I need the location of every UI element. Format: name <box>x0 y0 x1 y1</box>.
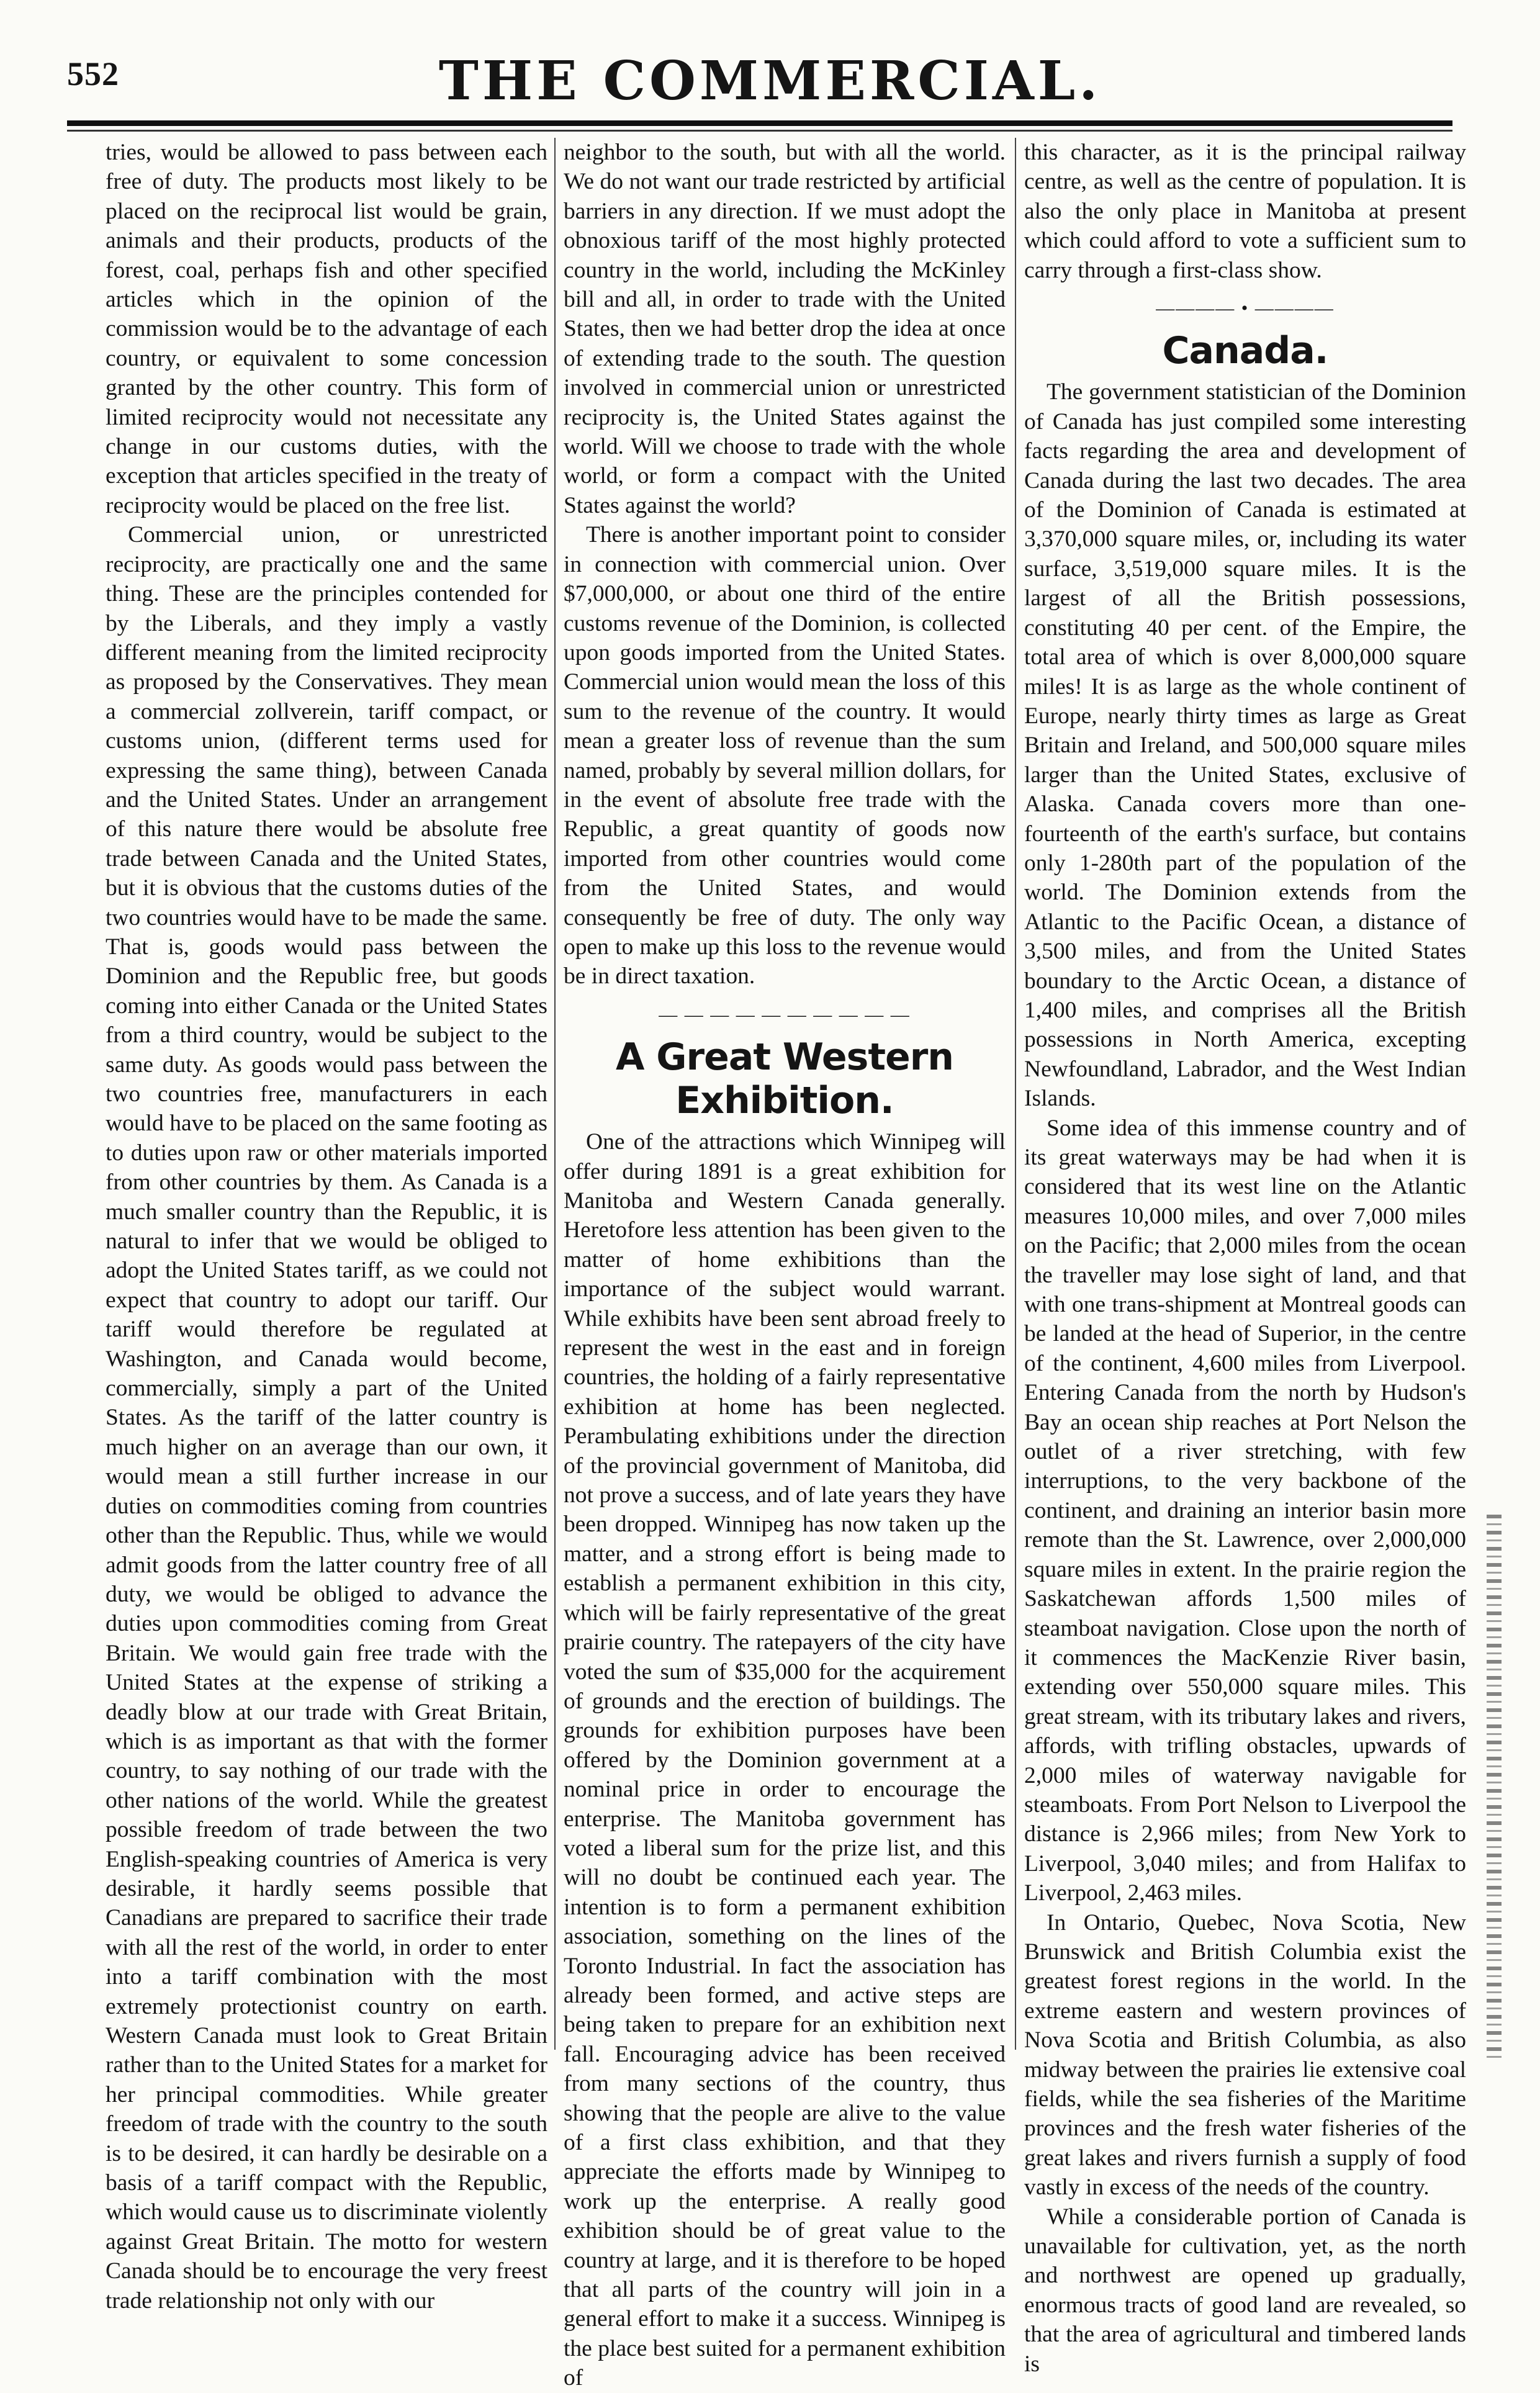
paragraph: There is another important point to consider in connection with commercial union. Over $7,000,000, or about one third of the entire customs revenue of the Dominion, is collected upon goods imported from the United States. Commercial union would mean the loss of this sum to the revenue of the country. It would mean a greater loss of revenue than the sum named, probably by several million dollars, for in the event of absolute free trade with the Republic, a great quantity of goods now imported from other countries would come from the United States, and would consequently be free of duty. The only way open to make up this loss to the revenue would be in direct taxation. <box>564 522 1006 989</box>
paragraph: tries, would be allowed to pass between each free of duty. The products most likely to be placed on the reciprocal list would be grain, animals and their products, products of the forest, coal, perhaps fish and other specified articles which in the opinion of the commission would be to the advantage of each country, or equivalent to some concession granted by the other country. This form of limited reciprocity would not necessitate any change in our customs duties, with the exception that articles specified in the treaty of reciprocity would be placed on the free list. <box>106 140 547 518</box>
paragraph: Some idea of this immense country and of its great waterways may be had when it is considered that its west line on the Atlantic measures 10,000 miles, and over 7,000 miles on the Pacific; that 2,000 miles from the ocean the traveller may lose sight of land, and that with one trans-shipment at Montreal goods can be landed at the head of Superior, in the centre of the continent, 4,600 miles from Liverpool. Entering Canada from the north by Hudson's Bay an ocean ship reaches at Port Nelson the outlet of a river stretching, with few interruptions, to the very backbone of the continent, and draining an interior basin more remote than the St. Lawrence, over 2,000,000 square miles in extent. In the prairie region the Saskatchewan affords 1,500 miles of steamboat navigation. Close upon the north of it commences the MacKenzie River basin, extending over 550,000 square miles. This great stream, with its tributary lakes and rivers, affords, with trifling obstacles, upwards of 2,000 miles of waterway navigable for steamboats. From Port Nelson to Liverpool the distance is 2,966 miles; from New York to Liverpool, 3,040 miles; and from Halifax to Liverpool, 2,463 miles. <box>1024 1115 1466 1906</box>
header-rule-thick <box>67 120 1452 126</box>
paragraph: While a considerable portion of Canada is unavailable for cultivation, yet, as the north and northwest are opened up gradually, enormous tracts of good land are revealed, so that the area of agricultural and timbered lands is <box>1024 2204 1466 2377</box>
page-number: 552 <box>67 55 119 92</box>
article-heading: A Great Western Exhibition. <box>615 1035 954 1123</box>
section-separator-ornament: — — — — — — — — — — <box>659 1004 911 1025</box>
paragraph: The government statistician of the Dominion of Canada has just compiled some interesting facts regarding the area and development of Canada during the last two decades. The area of the Dominion of Canada is estimated at 3,370,000 square miles, or, including its water surface, 3,519,000 square miles. It is the largest of all the British possessions, constituting 40 per cent. of the Empire, the total area of which is over 8,000,000 square miles! It is as large as the whole continent of Europe, nearly thirty times as large as Great Britain and Ireland, and 500,000 square miles larger than the United States, exclusive of Alaska. Canada covers more than one-fourteenth of the earth's surface, but contains only 1-280th part of the population of the world. The Dominion extends from the Atlantic to the Pacific Ocean, a distance of 3,500 miles, and from the United States boundary to the Arctic Ocean, a distance of 1,400 miles, and comprises all the British possessions in North America, excepting Newfoundland, Labrador, and the West Indian Islands. <box>1024 379 1466 1112</box>
header-rule-thin <box>67 130 1452 132</box>
column-divider <box>554 138 556 2050</box>
page-edge-scan-artifact <box>1487 1515 1502 2061</box>
column-divider <box>1015 138 1016 2050</box>
paragraph: neighbor to the south, but with all the world. We do not want our trade restricted by artificial barriers in any direction. If we must adopt the obnoxious tariff of the most highly protected country in the world, including the McKinley bill and all, in order to trade with the United States, then we had better drop the idea at once of extending trade to the south. The question involved in commercial union or unrestricted reciprocity is, the United States against the world. Will we choose to trade with the whole world, or form a compact with the United States against the world? <box>564 140 1006 518</box>
paragraph: One of the attractions which Winnipeg will offer during 1891 is a great exhibition for Manitoba and Western Canada generally. Heretofore less attention has been given to the matter of home exhibitions than the importance of the subject would warrant. While exhibits have been sent abroad freely to represent the west in the east and in foreign countries, the holding of a fairly representative exhibition at home has been neglected. Perambulating exhibitions under the direction of the provincial government of Manitoba, did not prove a success, and of late years they have been dropped. Winnipeg has now taken up the matter, and a strong effort is being made to establish a permanent exhibition in this city, which will be fairly representative of the great prairie country. The ratepayers of the city have voted the sum of $35,000 for the acquirement of grounds and the erection of buildings. The grounds for exhibition purposes have been offered by the Dominion government at a nominal price in order to encourage the enterprise. The Manitoba government has voted a liberal sum for the prize list, and this will no doubt be continued each year. The intention is to form a permanent exhibition association, something on the lines of the Toronto Industrial. In fact the association has already been formed, and active steps are being taken to prepare for an exhibition next fall. Encouraging advice has been received from many sections of the country, thus showing that the people are alive to the value of a first class exhibition, and that they appreciate the efforts made by Winnipeg to work up the enterprise. A really good exhibition should be of great value to the country at large, and it is therefore to be hoped that all parts of the country will join in a general effort to make it a success. Winnipeg is the place best suited for a permanent exhibition of <box>564 1129 1006 2391</box>
section-separator-ornament: ———— • ———— <box>1156 298 1335 319</box>
paragraph: Commercial union, or unrestricted reciprocity, are practically one and the same thing. These are the principles contended for by the Liberals, and they imply a vastly different meaning from the limited reciprocity as proposed by the Conservatives. They mean a commercial zollverein, tariff compact, or customs union, (different terms used for expressing the same thing), between Canada and the United States. Under an arrangement of this nature there would be absolute free trade between Canada and the United States, but it is obvious that the customs duties of the two countries would have to be made the same. That is, goods would pass between the Dominion and the Republic free, but goods coming into either Canada or the United States from a third country, would be subject to the same duty. As goods would pass between the two countries free, manufacturers in each would have to be placed on the same footing as to duties upon raw or other materials imported from other countries by them. As Canada is a much smaller country than the Republic, it is natural to infer that we would be obliged to adopt the United States tariff, as we could not expect that country to adopt our tariff. Our tariff would therefore be regulated at Washington, and Canada would become, commercially, simply a part of the United States. As the tariff of the latter country is much higher on an average than our own, it would mean a still further increase in our duties on commodities coming from countries other than the Republic. Thus, while we would admit goods from the latter country free of all duty, we would be obliged to advance the duties upon commodities coming from Great Britain. We would gain free trade with the United States at the expense of striking a deadly blow at our trade with Great Britain, which is as important as that with the former country, to say nothing of our trade with the other nations of the world. While the greatest possible freedom of trade between the two English-speaking countries of America is very desirable, it hardly seems possible that Canadians are prepared to sacrifice their trade with all the rest of the world, in order to enter into a tariff combination with the most extremely protectionist country on earth. Western Canada must look to Great Britain rather than to the United States for a market for her principal commodities. While greater freedom of trade with the country to the south is to be desired, it can hardly be desirable on a basis of a tariff compact with the Republic, which would cause us to discriminate violently against Great Britain. The motto for western Canada should be to encourage the very freest trade relationship not only with our <box>106 522 547 2314</box>
paragraph: this character, as it is the principal railway centre, as well as the centre of population. It is also the only place in Manitoba at present which could afford to vote a sufficient sum to carry through a first-class show. <box>1024 140 1466 283</box>
masthead-title: THE COMMERCIAL. <box>438 50 1102 112</box>
article-heading: Canada. <box>1162 329 1328 373</box>
column-1 <box>106 138 547 2314</box>
column-3 <box>1024 138 1466 2377</box>
column-2 <box>564 138 1006 2391</box>
paragraph: In Ontario, Quebec, Nova Scotia, New Brunswick and British Columbia exist the greatest forest regions in the world. In the extreme eastern and western provinces of Nova Scotia and British Columbia, as also midway between the prairies lie extensive coal fields, while the sea fisheries of the Maritime provinces and the fresh water fisheries of the great lakes and rivers furnish a supply of food vastly in excess of the needs of the country. <box>1024 1909 1466 2201</box>
